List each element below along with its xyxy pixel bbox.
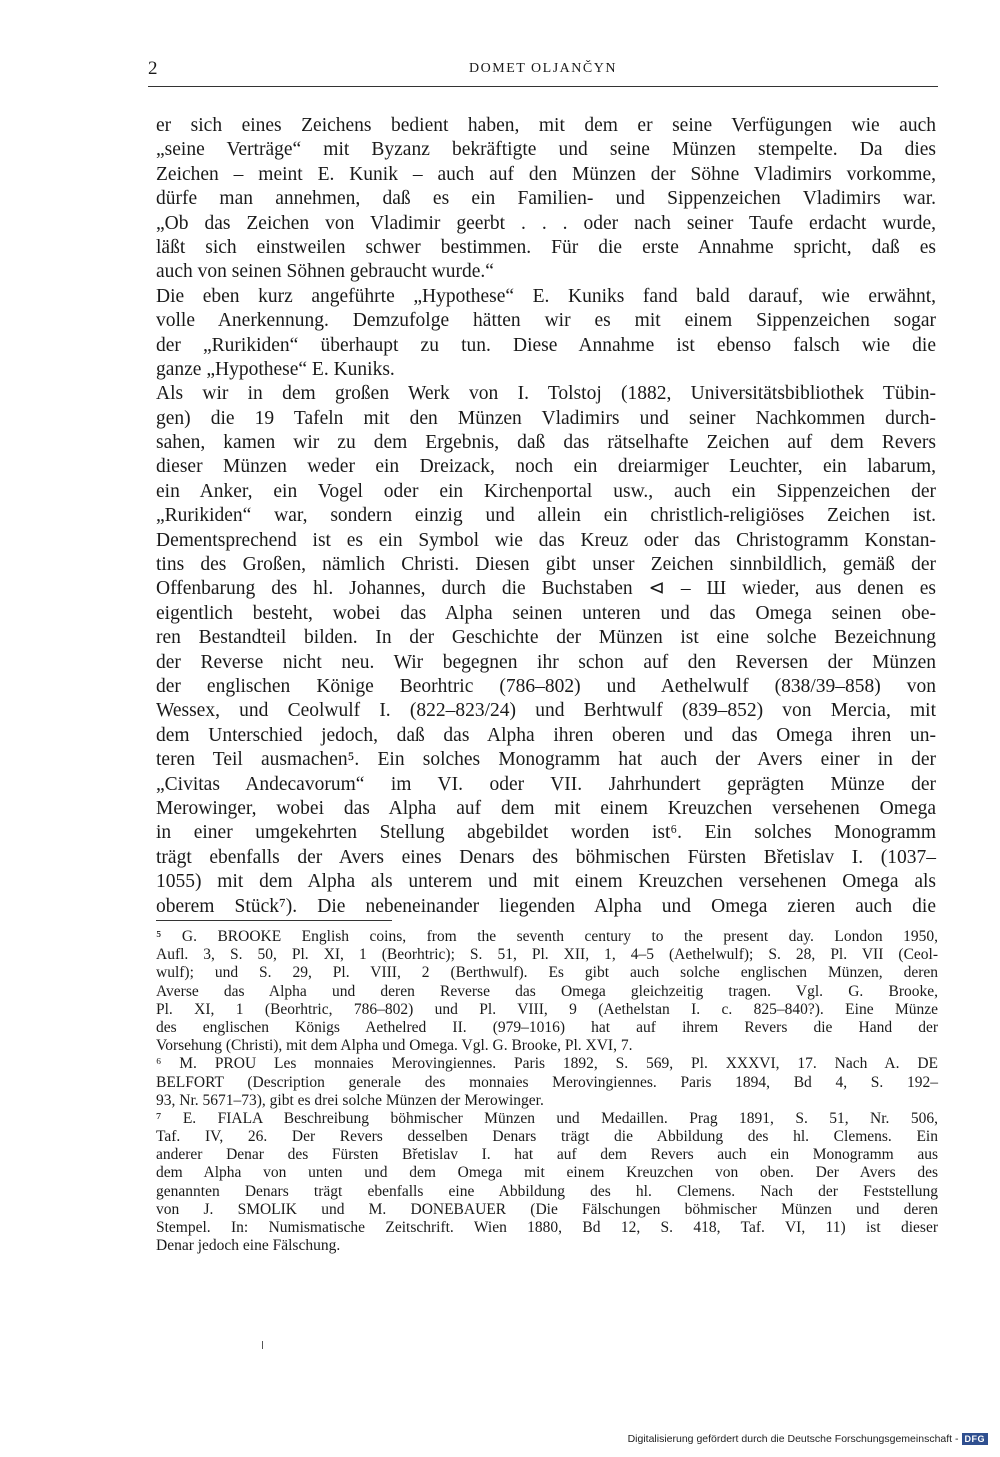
footnote-line: Stempel. In: Numismatische Zeitschrift. Wien 1880, Bd 12, S. 418, Taf. VI, 11) ist dieser [156,1219,938,1236]
body-line: Offenbarung des hl. Johannes, durch die Buchstaben ⊲ – Ш wieder, aus denen es [156,578,936,600]
footnote-line: BELFORT (Description generale des monnaies Merovingiennes. Paris 1894, Bd 4, S. 192– [156,1073,938,1091]
footnote-rule [156,920,392,921]
footnote-line: des englischen Königs Aethelred II. (979–1016) hat auf ihrem Revers die Hand der [156,1018,938,1036]
body-line: dieser Münzen weder ein Dreizack, noch ein dreiarmiger Leuchter, ein labarum, [156,456,936,478]
body-line: 1055) mit dem Alpha als unterem und mit einem Kreuzchen versehenen Omega als [156,871,936,893]
body-line: Merowinger, wobei das Alpha auf dem mit einem Kreuzchen versehenen Omega [156,797,936,819]
footnote-line: 93, Nr. 5671–73), gibt es drei solche Münzen der Merowinger. [156,1091,544,1109]
body-line: teren Teil ausmachen⁵. Ein solches Monogramm hat auch der Avers einer in der [156,749,936,771]
footnote-line: Aufl. 3, S. 50, Pl. XI, 1 (Beorhtric); S. 51, Pl. XII, 1, 4–5 (Aethelwulf); S. 28, Pl. VII (Ceol- [156,946,938,964]
footnote-line: Averse das Alpha und deren Reverse das Omega gleichzeitig tragen. Vgl. G. Brooke, [156,982,938,1000]
body-line: der „Rurikiden“ überhaupt zu tun. Diese Annahme ist ebenso falsch wie die [156,334,936,356]
scan-mark [262,1341,263,1349]
body-line: läßt sich einstweilen schwer bestimmen. Für die erste Annahme spricht, daß es [156,236,936,258]
footnote-line: ⁵ G. BROOKE English coins, from the seventh century to the present day. London 1950, [156,928,938,945]
body-line: „Civitas Andecavorum“ im VI. oder VII. Jahrhundert geprägten Münze der [156,773,936,795]
page-header [148,58,938,84]
digitization-credit [628,1433,988,1445]
body-line: in einer umgekehrten Stellung abgebildet worden ist⁶. Ein solches Monogramm [156,822,936,844]
body-line: „seine Verträge“ mit Byzanz bekräftigte und seine Münzen stempelte. Da dies [156,139,936,161]
body-line: „Rurikiden“ war, sondern einzig und allein ein christlich-religiöses Zeichen ist. [156,505,936,527]
footnote-line: Vorsehung (Christi), mit dem Alpha und Omega. Vgl. G. Brooke, Pl. XVI, 7. [156,1037,633,1055]
footnote-line: dem Alpha von unten und dem Omega mit einem Kreuzchen von oben. Der Avers des [156,1164,938,1182]
body-line: „Ob das Zeichen von Vladimir geerbt . . . oder nach seiner Taufe erdacht wurde, [156,212,936,234]
body-line: Dementsprechend ist es ein Symbol wie das Kreuz oder das Christogramm Konstan- [156,529,936,551]
body-line: Als wir in dem großen Werk von I. Tolstoj (1882, Universitätsbibliothek Tübin- [156,383,936,405]
body-line: er sich eines Zeichens bedient haben, mit dem er seine Verfügungen wie auch [156,115,936,136]
header-rule [148,86,938,87]
body-line: ganze „Hypothese“ E. Kuniks. [156,358,395,380]
footnote-line: wulf); und S. 29, Pl. VIII, 2 (Berthwulf). Es gibt auch solche englischen Münzen, deren [156,964,938,982]
body-line: Wessex, und Ceolwulf I. (822–823/24) und Berhtwulf (839–852) von Mercia, mit [156,700,936,722]
footnote-line: ⁷ E. FIALA Beschreibung böhmischer Münzen und Medaillen. Prag 1891, S. 51, Nr. 506, [156,1109,938,1127]
footnotes [156,928,938,1255]
dfg-logo-icon: DFG [962,1433,989,1445]
footnote-line: Taf. IV, 26. Der Revers desselben Denars trägt die Abbildung des hl. Clemens. Ein [156,1128,938,1146]
page-number: 2 [148,58,158,79]
body-line: trägt ebenfalls der Avers eines Denars des böhmischen Fürsten Břetislav I. (1037– [156,846,936,868]
body-line: der englischen Könige Beorhtric (786–802) und Aethelwulf (838/39–858) von [156,675,936,697]
body-line: oberem Stück⁷). Die nebeneinander liegenden Alpha und Omega zieren auch die [156,895,936,917]
body-line: sahen, kamen wir zu dem Ergebnis, daß das rätselhafte Zeichen auf dem Revers [156,432,936,454]
body-line: ren Bestandteil bilden. In der Geschichte der Münzen ist eine solche Bezeichnung [156,627,936,649]
body-line: dürfe man annehmen, daß es ein Familien- und Sippenzeichen Vladimirs war. [156,188,936,210]
body-line: ein Anker, ein Vogel oder ein Kirchenportal usw., auch ein Sippenzeichen der [156,480,936,502]
footnote-line: ⁶ M. PROU Les monnaies Merovingiennes. Paris 1892, S. 569, Pl. XXXVI, 17. Nach A. DE [156,1055,938,1073]
body-text [156,114,936,919]
body-line: dem Unterschied jedoch, daß das Alpha ihren oberen und das Omega ihren un- [156,724,936,746]
body-line: der Reverse nicht neu. Wir begegnen ihr schon auf den Reversen der Münzen [156,651,936,673]
body-line: tins des Großen, nämlich Christi. Diesen gibt unser Zeichen sinnbildlich, gemäß der [156,554,936,576]
footnote-line: von J. SMOLIK und M. DONEBAUER (Die Fälschungen böhmischer Münzen und deren [156,1200,938,1218]
running-head: DOMET OLJANČYN [469,61,617,76]
footnote-line: anderer Denar des Fürsten Břetislav I. hat auf dem Revers auch ein Monogramm aus [156,1146,938,1164]
body-line: gen) die 19 Tafeln mit den Münzen Vladimirs und seiner Nachkommen durch- [156,407,936,429]
body-line: volle Anerkennung. Demzufolge hätten wir es mit einem Sippenzeichen sogar [156,310,936,332]
footnote-line: genannten Denars trägt ebenfalls eine Abbildung des hl. Clemens. Nach der Feststellung [156,1182,938,1200]
body-line: auch von seinen Söhnen gebraucht wurde.“ [156,261,494,283]
body-line: Die eben kurz angeführte „Hypothese“ E. Kuniks fand bald darauf, wie erwähnt, [156,285,936,307]
body-line: eigentlich besteht, wobei das Alpha seinen unteren und das Omega seinen obe- [156,602,936,624]
credit-text: Digitalisierung gefördert durch die Deutsche Forschungsgemeinschaft - [627,1433,959,1445]
footnote-line: Denar jedoch eine Fälschung. [156,1237,341,1255]
body-line: Zeichen – meint E. Kunik – auch auf den Münzen der Söhne Vladimirs vorkomme, [156,163,936,185]
footnote-line: Pl. XI, 1 (Beorhtric, 786–802) und Pl. VIII, 9 (Aethelstan I. c. 825–840?). Eine Münze [156,1000,938,1018]
